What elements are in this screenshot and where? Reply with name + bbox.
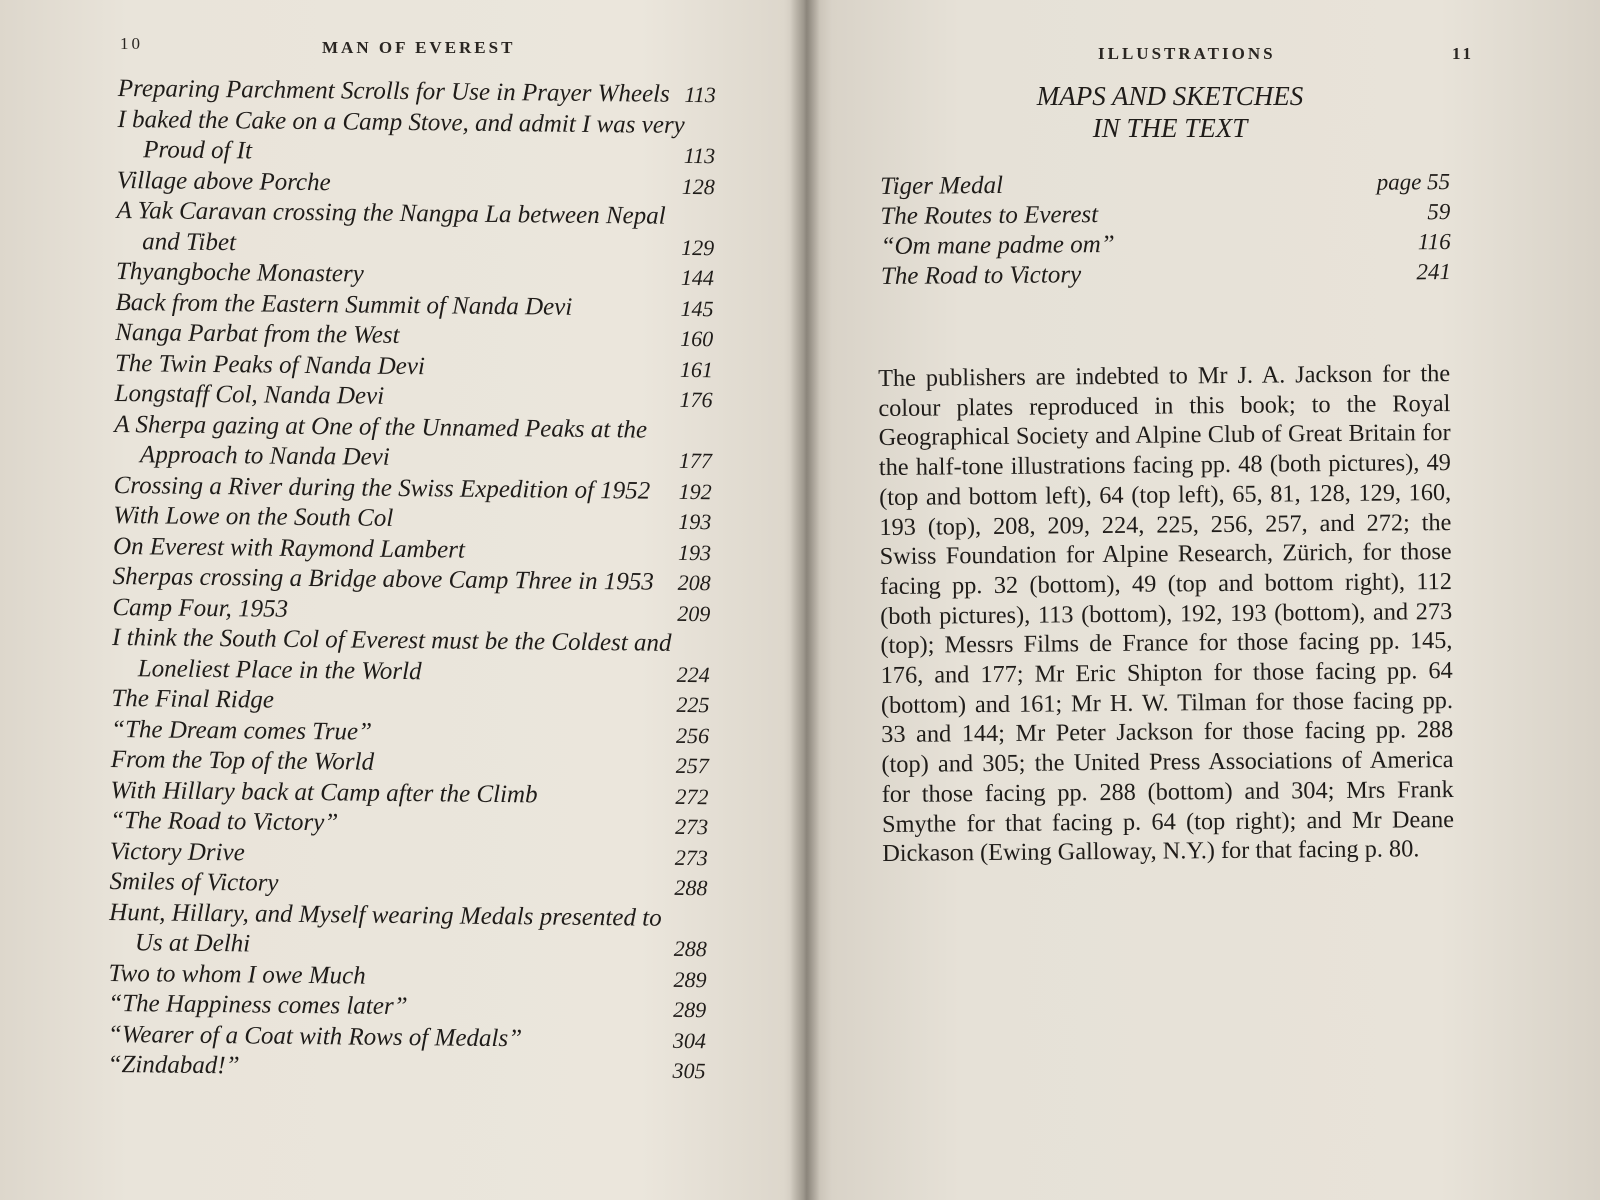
- illustrations-list: [107, 74, 728, 1087]
- right-running-title: ILLUSTRATIONS: [1098, 44, 1276, 63]
- maps-heading-line2: IN THE TEXT: [1092, 113, 1248, 143]
- illustration-entry-page-number: 305: [672, 1057, 706, 1084]
- maps-heading-line1: MAPS AND SKETCHES: [1036, 81, 1304, 111]
- illustration-entry-page-number: 225: [676, 691, 710, 718]
- illustration-entry: [109, 897, 720, 964]
- illustration-entry-title: On Everest with Raymond Lambert: [112, 532, 465, 564]
- illustration-entry-page-number: 113: [684, 81, 716, 108]
- illustration-entry-title: Camp Four, 1953: [112, 593, 289, 623]
- illustration-entry-title: A Yak Caravan crossing the Nangpa La between Nepal and Tibet: [116, 196, 666, 256]
- illustration-entry-page-number: 272: [675, 783, 709, 809]
- map-entry: [881, 227, 1451, 262]
- illustration-entry-page-number: 208: [677, 569, 711, 596]
- illustration-entry-title: “Zindabad!”: [107, 1050, 240, 1080]
- illustration-entry-page-number: 176: [679, 386, 713, 413]
- illustration-entry-page-number: 288: [673, 935, 708, 962]
- illustration-entry: [114, 409, 725, 476]
- acknowledgement-paragraph: The publishers are indebted to Mr J. A. Jackson for the colour plates reproduced in this book; to the Royal Geographical Society and Alpine Club of Great Britain for the half-tone illustrations facing pp. 48 (both pictures), 49 (top and bottom left), 64 (top left), 65, 81, 128, 129, 160, 193 (top), 208, 209, 224, 225, 256, 257, and 272; the Swiss Foundation for Alpine Research, Zürich, for those facing pp. 32 (bottom), 49 (top and bottom right), 112 (both pictures), 113 (bottom), 192, 193 (bottom), and 273 (top); Messrs Films de France for those facing pp. 145, 176, and 177; Mr Eric Shipton for those facing pp. 64 (bottom) and 161; Mr H. W. Tilman for those facing pp. 33 and 144; Mr Peter Jackson for those facing pp. 288 (top) and 305; the United Press Associations of America for those facing pp. 288 (bottom) and 304; Mrs Frank Smythe for that facing p. 64 (top right); and Mr Deane Dickason (Ewing Galloway, N.Y.) for that facing p. 80.: [878, 360, 1455, 868]
- illustration-entry-page-number: 209: [677, 600, 711, 626]
- right-page-number: 11: [1452, 44, 1475, 63]
- illustration-entry-page-number: 289: [673, 966, 707, 992]
- map-entry-page-number: 241: [1416, 259, 1451, 285]
- illustration-entry-page-number: 193: [677, 539, 712, 565]
- illustration-entry-page-number: 257: [675, 752, 709, 779]
- illustration-entry-title: Smiles of Victory: [109, 867, 279, 897]
- illustration-entry-page-number: 145: [680, 295, 714, 321]
- illustration-entry: [116, 196, 727, 263]
- map-entry-page-number: 116: [1417, 229, 1451, 255]
- illustration-entry-title: I think the South Col of Everest must be the Coldest and Loneliest Place in the World: [111, 623, 672, 685]
- illustration-entry-title: “The Happiness comes later”: [108, 989, 408, 1021]
- illustration-entry-title: “Wearer of a Coat with Rows of Medals”: [107, 1020, 523, 1052]
- illustration-entry-title: Longstaff Col, Nanda Devi: [114, 379, 385, 410]
- illustration-entry: [117, 104, 728, 171]
- illustration-entry-title: “The Road to Victory”: [110, 806, 339, 837]
- illustration-entry-title: Preparing Parchment Scrolls for Use in Prayer Wheels: [117, 74, 670, 108]
- illustration-entry-page-number: 192: [678, 478, 712, 504]
- maps-heading: [1020, 80, 1320, 144]
- illustration-entry-page-number: 256: [675, 722, 710, 748]
- map-entry-page-number: 59: [1427, 199, 1451, 225]
- illustration-entry-title: Hunt, Hillary, and Myself wearing Medals presented to Us at Delhi: [109, 898, 662, 958]
- illustration-entry-page-number: 128: [681, 173, 715, 199]
- illustration-entry-page-number: 177: [678, 447, 713, 474]
- map-entry: [880, 167, 1450, 202]
- illustration-entry-title: Nanga Parbat from the West: [115, 318, 400, 349]
- illustration-entry-page-number: 288: [674, 874, 708, 901]
- illustration-entry-title: With Lowe on the South Col: [113, 501, 394, 532]
- illustration-entry-title: Sherpas crossing a Bridge above Camp Three in 1953: [112, 562, 655, 596]
- illustration-entry-title: A Sherpa gazing at One of the Unnamed Peaks at the Approach to Nanda Devi: [114, 410, 648, 471]
- map-entry-title: Tiger Medal: [880, 171, 1004, 200]
- map-entry: [880, 197, 1450, 232]
- illustration-entry-page-number: 304: [672, 1027, 707, 1053]
- left-page-number: 10: [120, 34, 143, 53]
- illustration-entry-page-number: 273: [674, 844, 708, 870]
- illustration-entry-title: I baked the Cake on a Camp Stove, and admit I was very Proud of It: [117, 105, 685, 165]
- illustration-entry-page-number: 161: [679, 356, 714, 382]
- illustration-entry-page-number: 289: [673, 996, 707, 1023]
- illustration-entry-title: Victory Drive: [109, 837, 245, 866]
- illustration-entry-page-number: 144: [680, 264, 715, 291]
- illustration-entry-title: The Twin Peaks of Nanda Devi: [114, 349, 426, 380]
- illustration-entry: [107, 1050, 717, 1087]
- illustration-entry-title: Two to whom I owe Much: [108, 959, 366, 990]
- illustration-entry-title: Back from the Eastern Summit of Nanda Devi: [115, 288, 573, 321]
- map-entry: [881, 257, 1451, 292]
- illustration-entry-title: Thyangboche Monastery: [115, 257, 364, 288]
- left-running-title: MAN OF EVEREST: [322, 38, 516, 57]
- illustration-entry-title: With Hillary back at Camp after the Climb: [110, 776, 538, 808]
- illustration-entry-title: Crossing a River during the Swiss Expedition of 1952: [113, 471, 651, 505]
- map-entry-title: “Om mane padme om”: [880, 230, 1115, 260]
- illustration-entry-title: From the Top of the World: [110, 745, 375, 776]
- maps-list: [880, 167, 1451, 292]
- illustration-entry: [112, 623, 723, 690]
- illustration-entry-page-number: 193: [678, 508, 712, 535]
- illustration-entry-page-number: 113: [683, 142, 716, 169]
- map-entry-title: The Routes to Everest: [880, 201, 1099, 230]
- illustration-entry-page-number: 224: [676, 661, 710, 687]
- illustration-entry-title: Village above Porche: [116, 166, 331, 196]
- illustration-entry-title: “The Dream comes True”: [110, 715, 373, 746]
- map-entry-page-number: page 55: [1376, 169, 1451, 195]
- illustration-entry-title: The Final Ridge: [111, 684, 275, 714]
- illustration-entry-page-number: 160: [680, 325, 714, 352]
- right-page: [820, 0, 1600, 1200]
- map-entry-title: The Road to Victory: [880, 261, 1082, 290]
- illustration-entry-page-number: 129: [681, 234, 715, 260]
- illustration-entry-page-number: 273: [675, 813, 709, 840]
